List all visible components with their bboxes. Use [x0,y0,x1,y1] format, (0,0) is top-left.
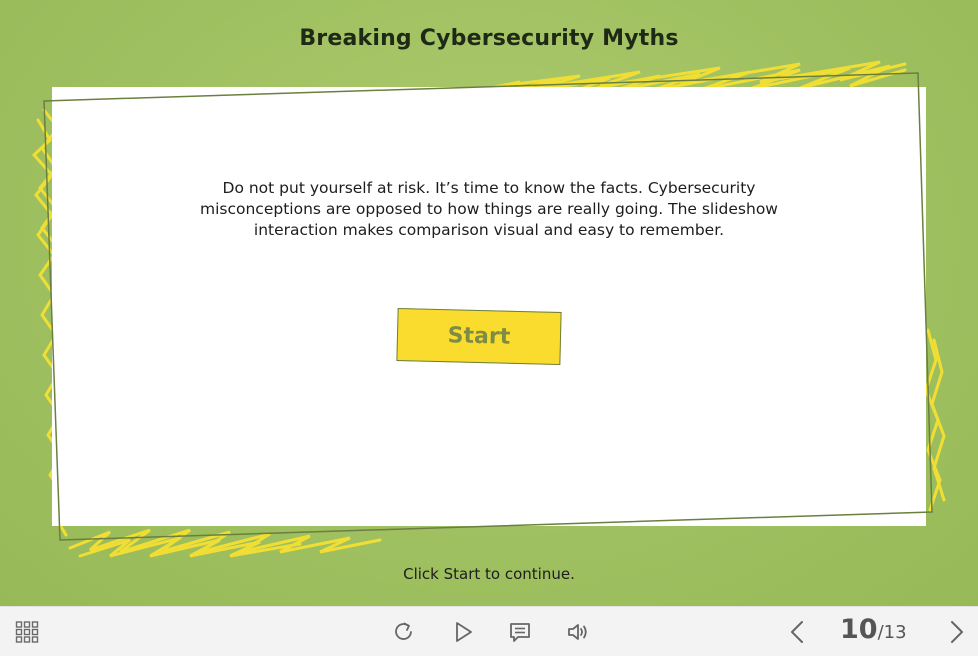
intro-text: Do not put yourself at risk. It’s time to know the facts. Cybersecurity misconceptions are opposed to how things are really going. The slideshow interaction makes comparison visual and easy to remember. [200,179,778,239]
current-page: 10 [840,614,878,645]
start-button[interactable] [396,308,561,365]
start-button-label: Start [447,323,511,350]
page-indicator [840,614,907,650]
slide-title: Breaking Cybersecurity Myths [299,26,679,51]
page-separator: / [877,622,884,643]
total-pages: 13 [883,622,907,643]
player-toolbar [0,606,978,656]
chevron-left-icon[interactable] [786,620,810,644]
chevron-right-icon[interactable] [944,620,968,644]
notes-icon[interactable] [508,620,532,644]
volume-icon[interactable] [566,620,590,644]
continue-hint: Click Start to continue. [403,565,575,583]
replay-icon[interactable] [392,620,416,644]
play-icon[interactable] [451,620,475,644]
grid-icon[interactable] [15,620,39,644]
